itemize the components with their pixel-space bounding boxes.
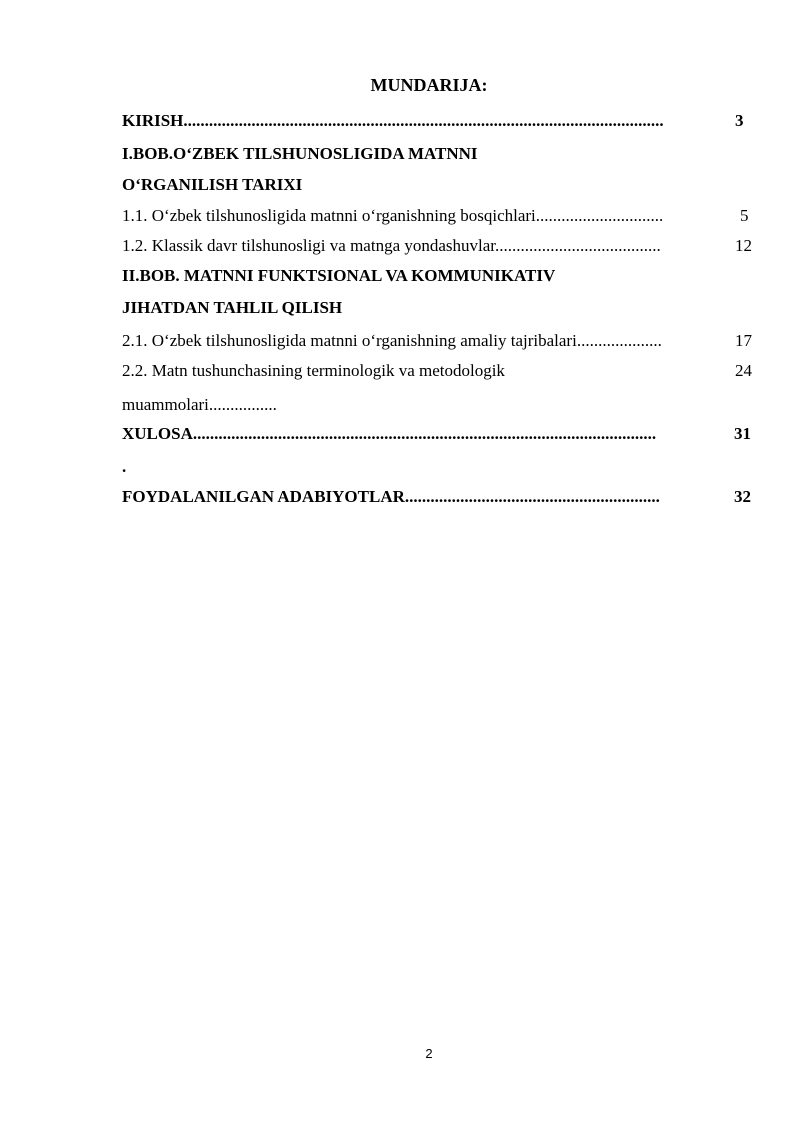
toc-entry-text: XULOSA.............................................................................................................: [122, 424, 657, 443]
toc-entry-page: 32: [734, 487, 751, 506]
toc-entry-text: FOYDALANILGAN ADABIYOTLAR............................................................: [122, 487, 660, 506]
toc-entry-page: 31: [734, 424, 751, 443]
toc-chapter-text: JIHATDAN TAHLIL QILISH: [122, 298, 343, 317]
page-number: 2: [425, 1046, 433, 1061]
toc-entry-text: 2.2. Matn tushunchasining terminologik va metodologik: [122, 361, 505, 380]
toc-entry-page: 24: [735, 361, 752, 380]
toc-entry-text: muammolari................: [122, 395, 277, 414]
toc-chapter-text: O‘RGANILISH TARIXI: [122, 175, 303, 194]
toc-chapter-text: I.BOB.O‘ZBEK TILSHUNOSLIGIDA MATNNI: [122, 144, 478, 163]
toc-title: MUNDARIJA:: [370, 75, 488, 95]
toc-entry-text: 1.2. Klassik davr tilshunosligi va matnga yondashuvlar.......................................: [122, 236, 661, 255]
toc-chapter-text: II.BOB. MATNNI FUNKTSIONAL VA KOMMUNIKATIV: [122, 266, 556, 285]
toc-entry-page: 3: [735, 111, 744, 130]
toc-entry-page: 12: [735, 236, 752, 255]
toc-entry-text: KIRISH.................................................................................................................: [122, 111, 664, 130]
stray-dot-text: .: [122, 457, 127, 476]
toc-entry-text: 2.1. O‘zbek tilshunosligida matnni o‘rganishning amaliy tajribalari....................: [122, 331, 662, 350]
toc-entry-page: 5: [740, 206, 749, 225]
toc-entry-page: 17: [735, 331, 752, 350]
toc-entry-text: 1.1. O‘zbek tilshunosligida matnni o‘rganishning bosqichlari..............................: [122, 206, 664, 225]
